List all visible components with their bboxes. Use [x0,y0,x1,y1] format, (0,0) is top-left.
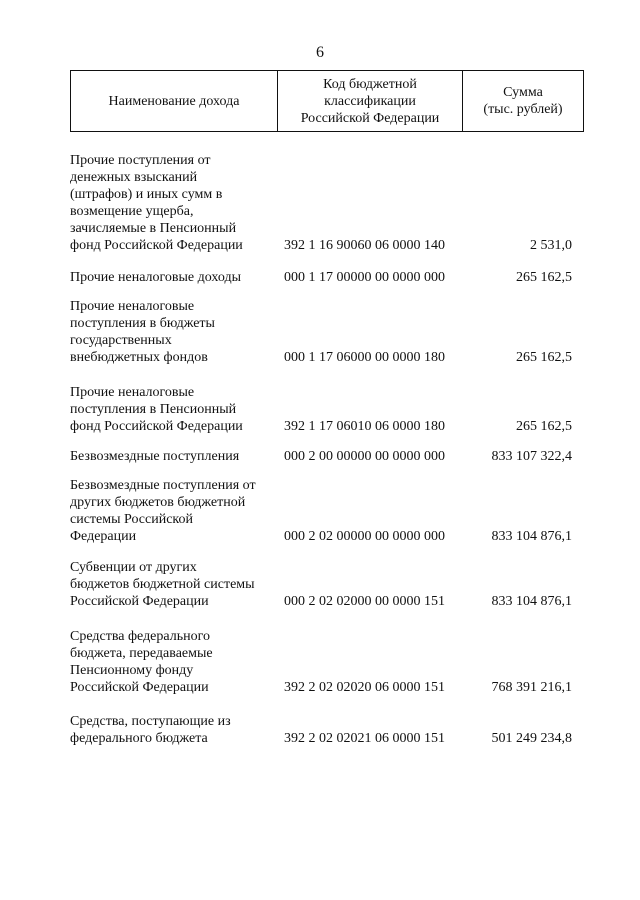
row-amount: 501 249 234,8 [491,731,572,746]
table-row [70,269,584,286]
table-row [70,384,584,435]
row-amount: 2 531,0 [530,238,572,253]
table-row [70,713,584,747]
row-amount: 265 162,5 [516,270,572,285]
row-amount: 833 107 322,4 [491,449,572,464]
row-amount: 768 391 216,1 [491,680,572,695]
row-budget-code: 000 1 17 06000 00 0000 180 [284,350,445,365]
table-row [70,448,584,465]
row-amount: 265 162,5 [516,419,572,434]
table-row [70,628,584,696]
table-row [70,298,584,366]
row-budget-code: 000 2 02 02000 00 0000 151 [284,594,445,609]
header-income-name: Наименование дохода [71,71,278,131]
row-income-name: Безвозмездные поступления от других бюджетов бюджетной системы Российской Федерации [70,478,256,544]
table-row [70,477,584,545]
row-budget-code: 392 1 17 06010 06 0000 180 [284,419,445,434]
row-budget-code: 392 1 16 90060 06 0000 140 [284,238,445,253]
row-budget-code: 000 2 02 00000 00 0000 000 [284,529,445,544]
table-header [70,70,584,132]
row-budget-code: 392 2 02 02020 06 0000 151 [284,680,445,695]
table-row [70,559,584,610]
row-amount: 833 104 876,1 [491,529,572,544]
row-income-name: Субвенции от других бюджетов бюджетной системы Российской Федерации [70,560,255,609]
row-amount: 265 162,5 [516,350,572,365]
table-row [70,152,584,254]
row-budget-code: 392 2 02 02021 06 0000 151 [284,731,445,746]
row-income-name: Прочие поступления от денежных взысканий (штрафов) и иных сумм в возмещение ущерба, зачисляемые в Пенсионный фонд Российской Федерации [70,153,243,253]
header-budget-code: Код бюджетной классификации Российской Федерации [278,71,463,131]
row-income-name: Прочие неналоговые поступления в бюджеты государственных внебюджетных фондов [70,299,215,365]
row-income-name: Прочие неналоговые доходы [70,270,242,285]
header-sum: Сумма (тыс. рублей) [483,85,563,117]
row-amount: 833 104 876,1 [491,594,572,609]
page-number: 6 [316,44,324,61]
row-income-name: Безвозмездные поступления [70,449,240,464]
row-income-name: Средства, поступающие из федерального бюджета [70,714,231,746]
row-budget-code: 000 1 17 00000 00 0000 000 [284,270,445,285]
row-budget-code: 000 2 00 00000 00 0000 000 [284,449,445,464]
row-income-name: Средства федерального бюджета, передаваемые Пенсионному фонду Российской Федерации [70,629,213,695]
row-income-name: Прочие неналоговые поступления в Пенсионный фонд Российской Федерации [70,385,243,434]
